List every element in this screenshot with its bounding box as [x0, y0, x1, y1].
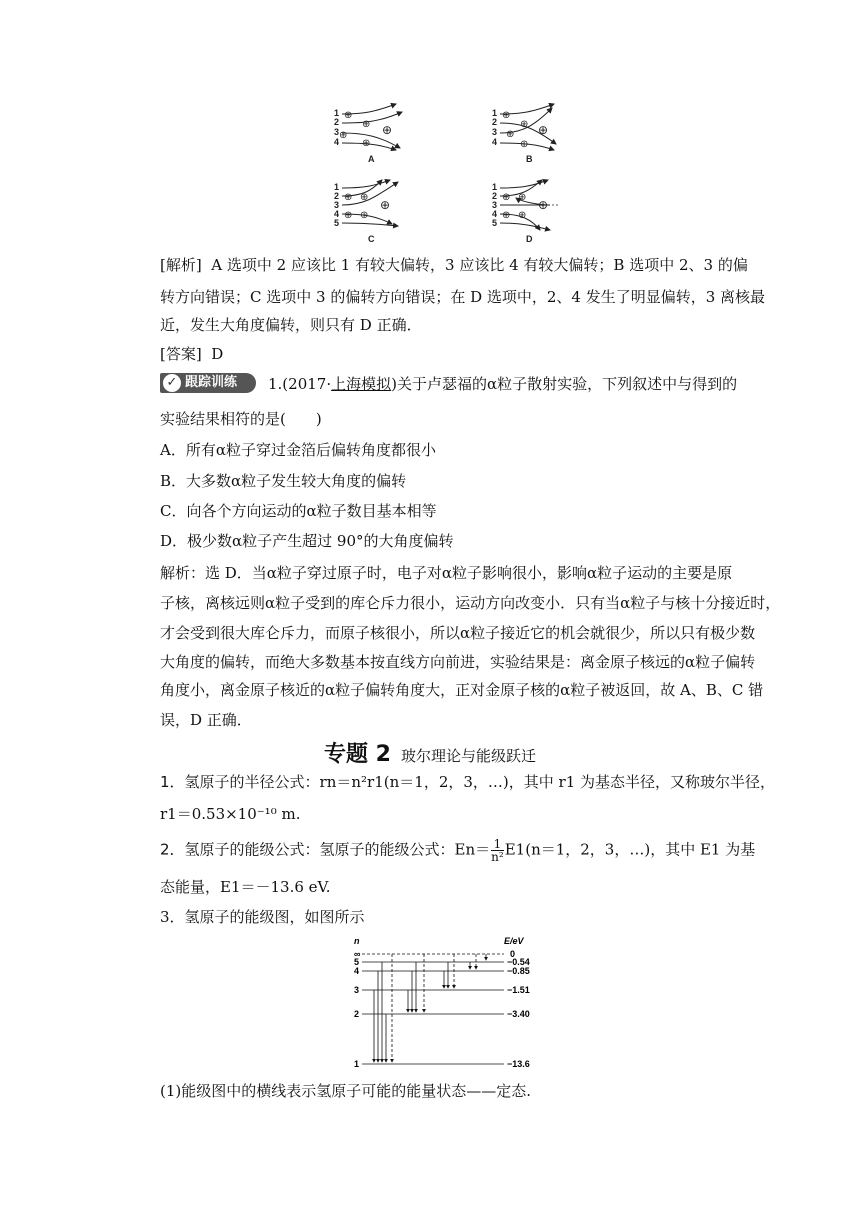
answer-tag: [答案] — [160, 345, 202, 363]
analysis-line-1 — [160, 255, 748, 275]
level-n-1: 1 — [354, 1059, 360, 1069]
question-prefix: 1.(2017· — [268, 375, 332, 393]
question-line-2: 实验结果相符的是( ) — [160, 410, 322, 428]
panel-a-num-1: 1 — [334, 108, 340, 118]
item-1-line-1 — [160, 772, 775, 792]
solution-line-6: 误，D 正确． — [160, 711, 252, 729]
solution-line-3: 才会受到很大库仑斥力，而原子核很小，所以α粒子接近它的机会就很少，所以只有极少数 — [160, 624, 756, 642]
option-b: B．大多数α粒子发生较大角度的偏转 — [160, 472, 407, 490]
level-e-1: −13.6 — [507, 1059, 530, 1069]
analysis-line-3: 近，发生大角度偏转，则只有 D 正确． — [160, 316, 422, 334]
panel-c-num-2: 2 — [334, 191, 340, 201]
item-2-post: E1(n＝1，2，3，…)，其中 E1 为基 — [504, 840, 756, 859]
item-1-head: 1．氢原子的半径公式： — [160, 773, 320, 791]
question-text: )关于卢瑟福的α粒子散射实验，下列叙述中与得到的 — [391, 375, 738, 393]
training-badge-label: 跟踪训练 — [185, 375, 238, 390]
level-e-5: −0.54 — [507, 957, 530, 967]
panel-a — [334, 104, 402, 164]
svg-text:⊕: ⊕ — [362, 119, 371, 130]
level-e-4: −0.85 — [507, 966, 530, 976]
svg-text:⊕: ⊕ — [502, 110, 511, 121]
analysis-text-1: A 选项中 2 应该比 1 有较大偏转，3 应该比 4 有较大偏转；B 选项中 2、3 的偏 — [211, 256, 748, 274]
question-line-1 — [268, 374, 737, 394]
svg-text:⊕: ⊕ — [382, 123, 393, 137]
scattering-figures — [320, 98, 560, 246]
svg-text:⊕: ⊕ — [518, 192, 527, 203]
level-n-4: 4 — [354, 966, 360, 976]
panel-a-num-3: 3 — [334, 127, 340, 137]
level-n-inf: ∞ — [354, 949, 361, 959]
item-2-head: 2．氢原子的能级公式： — [160, 840, 320, 859]
panel-c-label: C — [368, 234, 375, 244]
svg-text:⊕: ⊕ — [520, 139, 529, 150]
level-e-inf: 0 — [510, 949, 516, 959]
svg-text:⊕: ⊕ — [344, 110, 353, 121]
panel-b-num-2: 2 — [492, 117, 498, 127]
panel-d — [492, 180, 560, 244]
svg-text:⊕: ⊕ — [380, 198, 391, 212]
level-n-3: 3 — [354, 985, 360, 995]
panel-a-num-4: 4 — [334, 137, 340, 147]
section-title-main: 专题 2 — [324, 742, 391, 767]
level-n-5: 5 — [354, 957, 360, 967]
answer-line — [160, 344, 223, 364]
panel-b — [492, 104, 556, 164]
panel-d-num-5: 5 — [492, 218, 498, 228]
svg-text:⊕: ⊕ — [520, 119, 529, 130]
axis-n-label: n — [354, 936, 360, 946]
panel-c-num-1: 1 — [334, 182, 340, 192]
item-1-line-2: r1＝0.53×10⁻¹⁰ m. — [160, 805, 301, 823]
item-2-pre: 氢原子的能级公式：En＝ — [319, 840, 491, 859]
level-e-2: −3.40 — [507, 1009, 530, 1019]
note-line: (1)能级图中的横线表示氢原子可能的能量状态——定态. — [160, 1082, 532, 1100]
solution-line-4: 大角度的偏转，而绝大多数基本按直线方向前进，实验结果是：离金原子核远的α粒子偏转 — [160, 653, 756, 671]
panel-d-num-3: 3 — [492, 200, 498, 210]
solution-line-2: 子核，离核远则α粒子受到的库仑斥力很小，运动方向改变小．只有当α粒子与核十分接近时， — [160, 594, 781, 612]
training-badge — [160, 373, 256, 393]
panel-c-num-5: 5 — [334, 218, 340, 228]
panel-d-num-2: 2 — [492, 191, 498, 201]
svg-text:⊕: ⊕ — [339, 130, 348, 141]
item-2-frac-num: 1 — [491, 838, 504, 851]
option-c: C．向各个方向运动的α粒子数目基本相等 — [160, 502, 437, 520]
item-2-line-2: 态能量，E1＝－13.6 eV. — [160, 878, 331, 896]
check-icon: ✓ — [163, 374, 181, 392]
svg-text:⊕: ⊕ — [360, 210, 369, 221]
svg-text:⊕: ⊕ — [344, 210, 353, 221]
panel-a-label: A — [368, 154, 375, 164]
section-title-sub: 玻尔理论与能级跃迁 — [400, 747, 536, 765]
item-3: 3．氢原子的能级图，如图所示 — [160, 908, 365, 926]
level-e-3: −1.51 — [507, 985, 530, 995]
analysis-tag: [解析] — [160, 256, 202, 274]
svg-text:⊕: ⊕ — [360, 192, 369, 203]
item-2-line-1 — [160, 838, 755, 863]
svg-text:⊕: ⊕ — [502, 210, 511, 221]
panel-c-num-4: 4 — [334, 209, 340, 219]
panel-d-label: D — [526, 234, 533, 244]
panel-c-num-3: 3 — [334, 200, 340, 210]
solution-line-1: 解析：选 D．当α粒子穿过原子时，电子对α粒子影响很小，影响α粒子运动的主要是原 — [160, 564, 733, 582]
item-2-fraction — [491, 838, 504, 863]
section-title — [0, 737, 860, 768]
question-source: 上海模拟 — [331, 375, 392, 393]
svg-text:⊕: ⊕ — [538, 123, 549, 137]
energy-level-diagram — [344, 934, 564, 1074]
svg-text:⊕: ⊕ — [362, 138, 371, 149]
panel-b-num-3: 3 — [492, 127, 498, 137]
panel-a-num-2: 2 — [334, 117, 340, 127]
item-1-body: rn＝n²r1(n＝1，2，3，…)，其中 r1 为基态半径，又称玻尔半径， — [319, 773, 776, 791]
svg-text:⊕: ⊕ — [518, 210, 527, 221]
option-a: A．所有α粒子穿过金箔后偏转角度都很小 — [160, 441, 436, 459]
option-d: D．极少数α粒子产生超过 90°的大角度偏转 — [160, 532, 454, 550]
panel-d-num-1: 1 — [492, 182, 498, 192]
panel-b-num-4: 4 — [492, 137, 498, 147]
panel-c — [334, 180, 398, 244]
panel-d-num-4: 4 — [492, 209, 498, 219]
answer-value: D — [211, 345, 224, 363]
axis-e-label: E/eV — [504, 936, 524, 946]
panel-b-num-1: 1 — [492, 108, 498, 118]
svg-text:⊕: ⊕ — [538, 198, 549, 212]
item-2-frac-den: n² — [491, 850, 504, 864]
level-n-2: 2 — [354, 1009, 360, 1019]
svg-text:⊕: ⊕ — [344, 192, 353, 203]
panel-b-label: B — [526, 154, 533, 164]
solution-line-5: 角度小，离金原子核近的α粒子偏转角度大，正对金原子核的α粒子被返回，故 A、B、C 错 — [160, 681, 764, 699]
svg-text:⊕: ⊕ — [502, 192, 511, 203]
svg-text:⊕: ⊕ — [506, 129, 515, 140]
analysis-line-2: 转方向错误；C 选项中 3 的偏转方向错误；在 D 选项中，2、4 发生了明显偏转，3 离核最 — [160, 288, 766, 306]
